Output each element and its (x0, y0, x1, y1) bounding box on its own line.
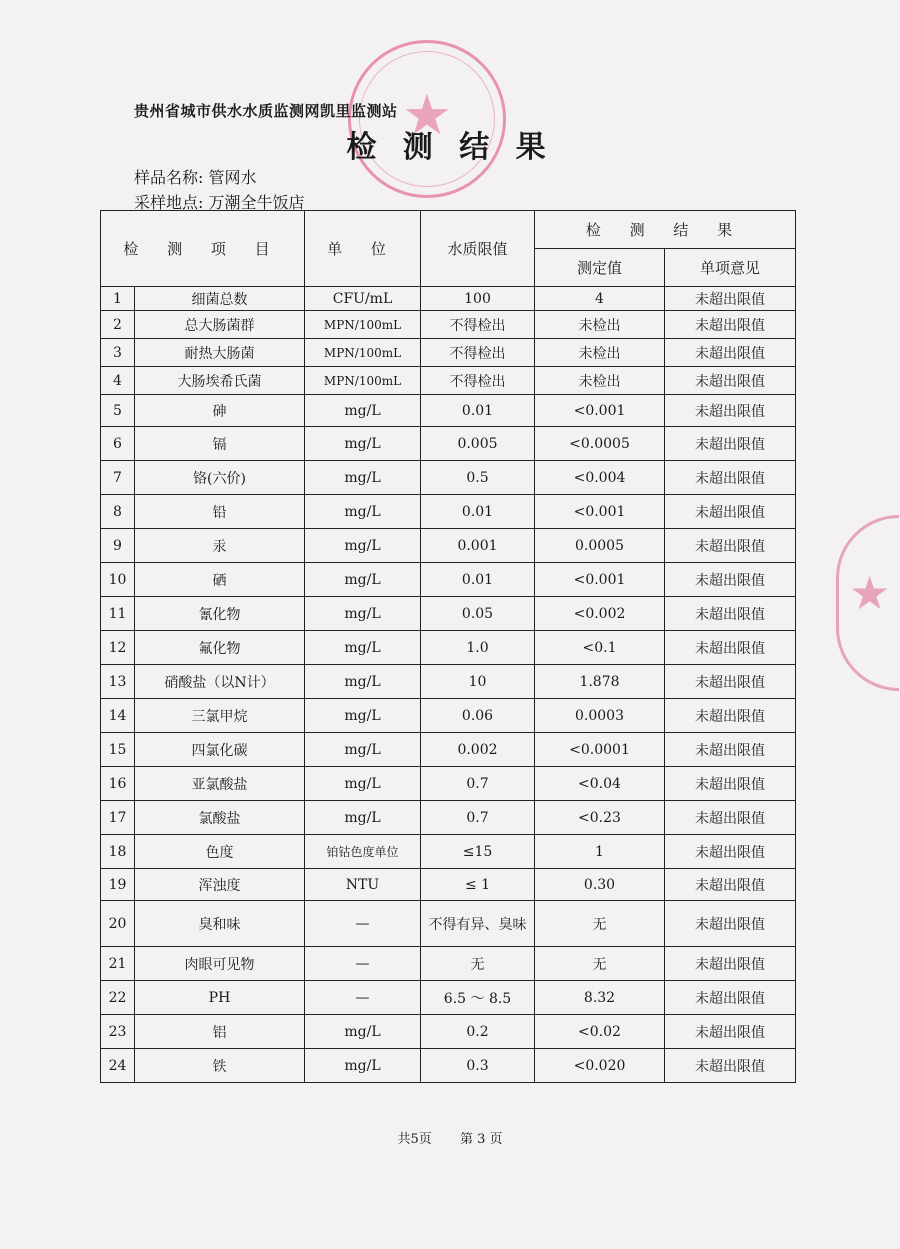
unit: MPN/100mL (305, 311, 421, 339)
unit: mg/L (305, 427, 421, 461)
item-opinion: 未超出限值 (665, 901, 796, 947)
limit-value: 0.01 (421, 395, 535, 427)
table-row (101, 835, 796, 869)
header-measured-value: 测定值 (535, 249, 665, 287)
test-item: 砷 (135, 395, 305, 427)
table-row (101, 367, 796, 395)
table-row (101, 665, 796, 699)
test-item: 细菌总数 (135, 287, 305, 311)
measured-value: <0.0005 (535, 427, 665, 461)
unit: mg/L (305, 699, 421, 733)
measured-value: 未检出 (535, 311, 665, 339)
unit: mg/L (305, 529, 421, 563)
current-page: 第 3 页 (459, 1132, 503, 1147)
item-opinion: 未超出限值 (665, 1049, 796, 1083)
test-item: 三氯甲烷 (135, 699, 305, 733)
measured-value: <0.001 (535, 563, 665, 597)
item-opinion: 未超出限值 (665, 495, 796, 529)
table-row (101, 631, 796, 665)
table-row (101, 395, 796, 427)
header-limit: 水质限值 (421, 211, 535, 287)
limit-value: 0.06 (421, 699, 535, 733)
limit-value: ≤15 (421, 835, 535, 869)
row-number: 19 (101, 869, 135, 901)
row-number: 15 (101, 733, 135, 767)
sample-name-line (134, 165, 257, 188)
measured-value: <0.004 (535, 461, 665, 495)
item-opinion: 未超出限值 (665, 339, 796, 367)
test-item: 氯酸盐 (135, 801, 305, 835)
row-number: 2 (101, 311, 135, 339)
organization-name: 贵州省城市供水水质监测网凯里监测站 (134, 102, 398, 120)
header-test-result: 检 测 结 果 (535, 211, 796, 249)
seal-star-icon: ★ (401, 83, 453, 148)
measured-value: <0.002 (535, 597, 665, 631)
row-number: 8 (101, 495, 135, 529)
row-number: 7 (101, 461, 135, 495)
test-item: 汞 (135, 529, 305, 563)
limit-value: ≤ 1 (421, 869, 535, 901)
row-number: 4 (101, 367, 135, 395)
measured-value: 0.30 (535, 869, 665, 901)
page-footer (0, 1128, 900, 1147)
limit-value: 0.3 (421, 1049, 535, 1083)
unit: — (305, 947, 421, 981)
row-number: 11 (101, 597, 135, 631)
limit-value: 不得有异、臭味 (421, 901, 535, 947)
row-number: 5 (101, 395, 135, 427)
measured-value: <0.02 (535, 1015, 665, 1049)
test-item: 铬(六价) (135, 461, 305, 495)
row-number: 23 (101, 1015, 135, 1049)
limit-value: 0.01 (421, 495, 535, 529)
test-item: 硝酸盐（以N计） (135, 665, 305, 699)
unit: mg/L (305, 597, 421, 631)
row-number: 6 (101, 427, 135, 461)
test-item: 硒 (135, 563, 305, 597)
table-row (101, 767, 796, 801)
table-row (101, 461, 796, 495)
test-item: 色度 (135, 835, 305, 869)
unit: 铂钴色度单位 (305, 835, 421, 869)
table-row (101, 869, 796, 901)
table-row (101, 699, 796, 733)
limit-value: 0.05 (421, 597, 535, 631)
row-number: 17 (101, 801, 135, 835)
test-item: 总大肠菌群 (135, 311, 305, 339)
side-seal-stamp (836, 515, 899, 691)
item-opinion: 未超出限值 (665, 311, 796, 339)
row-number: 18 (101, 835, 135, 869)
table-row (101, 597, 796, 631)
item-opinion: 未超出限值 (665, 287, 796, 311)
row-number: 13 (101, 665, 135, 699)
sample-name-value: 管网水 (208, 168, 257, 187)
table-row (101, 733, 796, 767)
row-number: 20 (101, 901, 135, 947)
measured-value: 8.32 (535, 981, 665, 1015)
limit-value: 100 (421, 287, 535, 311)
test-item: 氰化物 (135, 597, 305, 631)
test-item: 镉 (135, 427, 305, 461)
item-opinion: 未超出限值 (665, 529, 796, 563)
row-number: 3 (101, 339, 135, 367)
measured-value: <0.0001 (535, 733, 665, 767)
measured-value: <0.001 (535, 495, 665, 529)
measured-value: 无 (535, 901, 665, 947)
unit: MPN/100mL (305, 367, 421, 395)
row-number: 24 (101, 1049, 135, 1083)
row-number: 16 (101, 767, 135, 801)
test-item: 氟化物 (135, 631, 305, 665)
measured-value: <0.001 (535, 395, 665, 427)
item-opinion: 未超出限值 (665, 733, 796, 767)
measured-value: 1 (535, 835, 665, 869)
measured-value: <0.04 (535, 767, 665, 801)
test-item: 臭和味 (135, 901, 305, 947)
unit: — (305, 981, 421, 1015)
row-number: 10 (101, 563, 135, 597)
table-row (101, 901, 796, 947)
sample-name-label: 样品名称: (134, 168, 204, 187)
table-row (101, 339, 796, 367)
limit-value: 0.2 (421, 1015, 535, 1049)
unit: mg/L (305, 665, 421, 699)
table-row (101, 1015, 796, 1049)
row-number: 9 (101, 529, 135, 563)
test-item: 耐热大肠菌 (135, 339, 305, 367)
item-opinion: 未超出限值 (665, 947, 796, 981)
item-opinion: 未超出限值 (665, 427, 796, 461)
limit-value: 0.7 (421, 767, 535, 801)
table-row (101, 947, 796, 981)
results-table-body (101, 287, 796, 1083)
row-number: 1 (101, 287, 135, 311)
row-number: 12 (101, 631, 135, 665)
table-row (101, 427, 796, 461)
test-item: 铁 (135, 1049, 305, 1083)
row-number: 21 (101, 947, 135, 981)
limit-value: 0.01 (421, 563, 535, 597)
item-opinion: 未超出限值 (665, 699, 796, 733)
table-row (101, 287, 796, 311)
limit-value: 1.0 (421, 631, 535, 665)
limit-value: 10 (421, 665, 535, 699)
measured-value: 4 (535, 287, 665, 311)
item-opinion: 未超出限值 (665, 395, 796, 427)
measured-value: 1.878 (535, 665, 665, 699)
limit-value: 0.002 (421, 733, 535, 767)
limit-value: 0.005 (421, 427, 535, 461)
test-item: 大肠埃希氏菌 (135, 367, 305, 395)
limit-value: 不得检出 (421, 367, 535, 395)
header-unit: 单 位 (305, 211, 421, 287)
limit-value: 0.001 (421, 529, 535, 563)
measured-value: 无 (535, 947, 665, 981)
unit: mg/L (305, 461, 421, 495)
total-pages: 共5页 (397, 1132, 432, 1147)
table-row (101, 311, 796, 339)
measured-value: 0.0003 (535, 699, 665, 733)
item-opinion: 未超出限值 (665, 981, 796, 1015)
measured-value: 未检出 (535, 339, 665, 367)
item-opinion: 未超出限值 (665, 597, 796, 631)
test-item: 铝 (135, 1015, 305, 1049)
limit-value: 不得检出 (421, 339, 535, 367)
header-item-opinion: 单项意见 (665, 249, 796, 287)
unit: — (305, 901, 421, 947)
page-title: 检 测 结 果 (346, 130, 554, 165)
item-opinion: 未超出限值 (665, 665, 796, 699)
unit: mg/L (305, 563, 421, 597)
item-opinion: 未超出限值 (665, 631, 796, 665)
item-opinion: 未超出限值 (665, 801, 796, 835)
limit-value: 0.7 (421, 801, 535, 835)
sampling-location-label: 采样地点: (134, 193, 204, 212)
item-opinion: 未超出限值 (665, 563, 796, 597)
limit-value: 6.5 ～ 8.5 (421, 981, 535, 1015)
test-item: PH (135, 981, 305, 1015)
test-item: 四氯化碳 (135, 733, 305, 767)
row-number: 14 (101, 699, 135, 733)
table-row (101, 529, 796, 563)
test-item: 亚氯酸盐 (135, 767, 305, 801)
unit: mg/L (305, 495, 421, 529)
table-row (101, 981, 796, 1015)
unit: mg/L (305, 1015, 421, 1049)
limit-value: 无 (421, 947, 535, 981)
results-table (100, 210, 796, 1083)
measured-value: <0.1 (535, 631, 665, 665)
unit: mg/L (305, 395, 421, 427)
row-number: 22 (101, 981, 135, 1015)
table-row (101, 801, 796, 835)
table-row (101, 1049, 796, 1083)
measured-value: <0.23 (535, 801, 665, 835)
measured-value: 未检出 (535, 367, 665, 395)
unit: mg/L (305, 631, 421, 665)
limit-value: 0.5 (421, 461, 535, 495)
unit: NTU (305, 869, 421, 901)
table-row (101, 563, 796, 597)
side-seal-star-icon: ★ (849, 566, 891, 620)
unit: mg/L (305, 1049, 421, 1083)
measured-value: <0.020 (535, 1049, 665, 1083)
item-opinion: 未超出限值 (665, 767, 796, 801)
item-opinion: 未超出限值 (665, 869, 796, 901)
test-item: 浑浊度 (135, 869, 305, 901)
item-opinion: 未超出限值 (665, 461, 796, 495)
test-item: 肉眼可见物 (135, 947, 305, 981)
measured-value: 0.0005 (535, 529, 665, 563)
item-opinion: 未超出限值 (665, 835, 796, 869)
sampling-location-value: 万潮全牛饭店 (208, 193, 305, 212)
test-item: 铅 (135, 495, 305, 529)
header-test-item: 检 测 项 目 (101, 211, 305, 287)
table-row (101, 495, 796, 529)
unit: MPN/100mL (305, 339, 421, 367)
unit: CFU/mL (305, 287, 421, 311)
item-opinion: 未超出限值 (665, 1015, 796, 1049)
unit: mg/L (305, 801, 421, 835)
unit: mg/L (305, 767, 421, 801)
limit-value: 不得检出 (421, 311, 535, 339)
item-opinion: 未超出限值 (665, 367, 796, 395)
unit: mg/L (305, 733, 421, 767)
